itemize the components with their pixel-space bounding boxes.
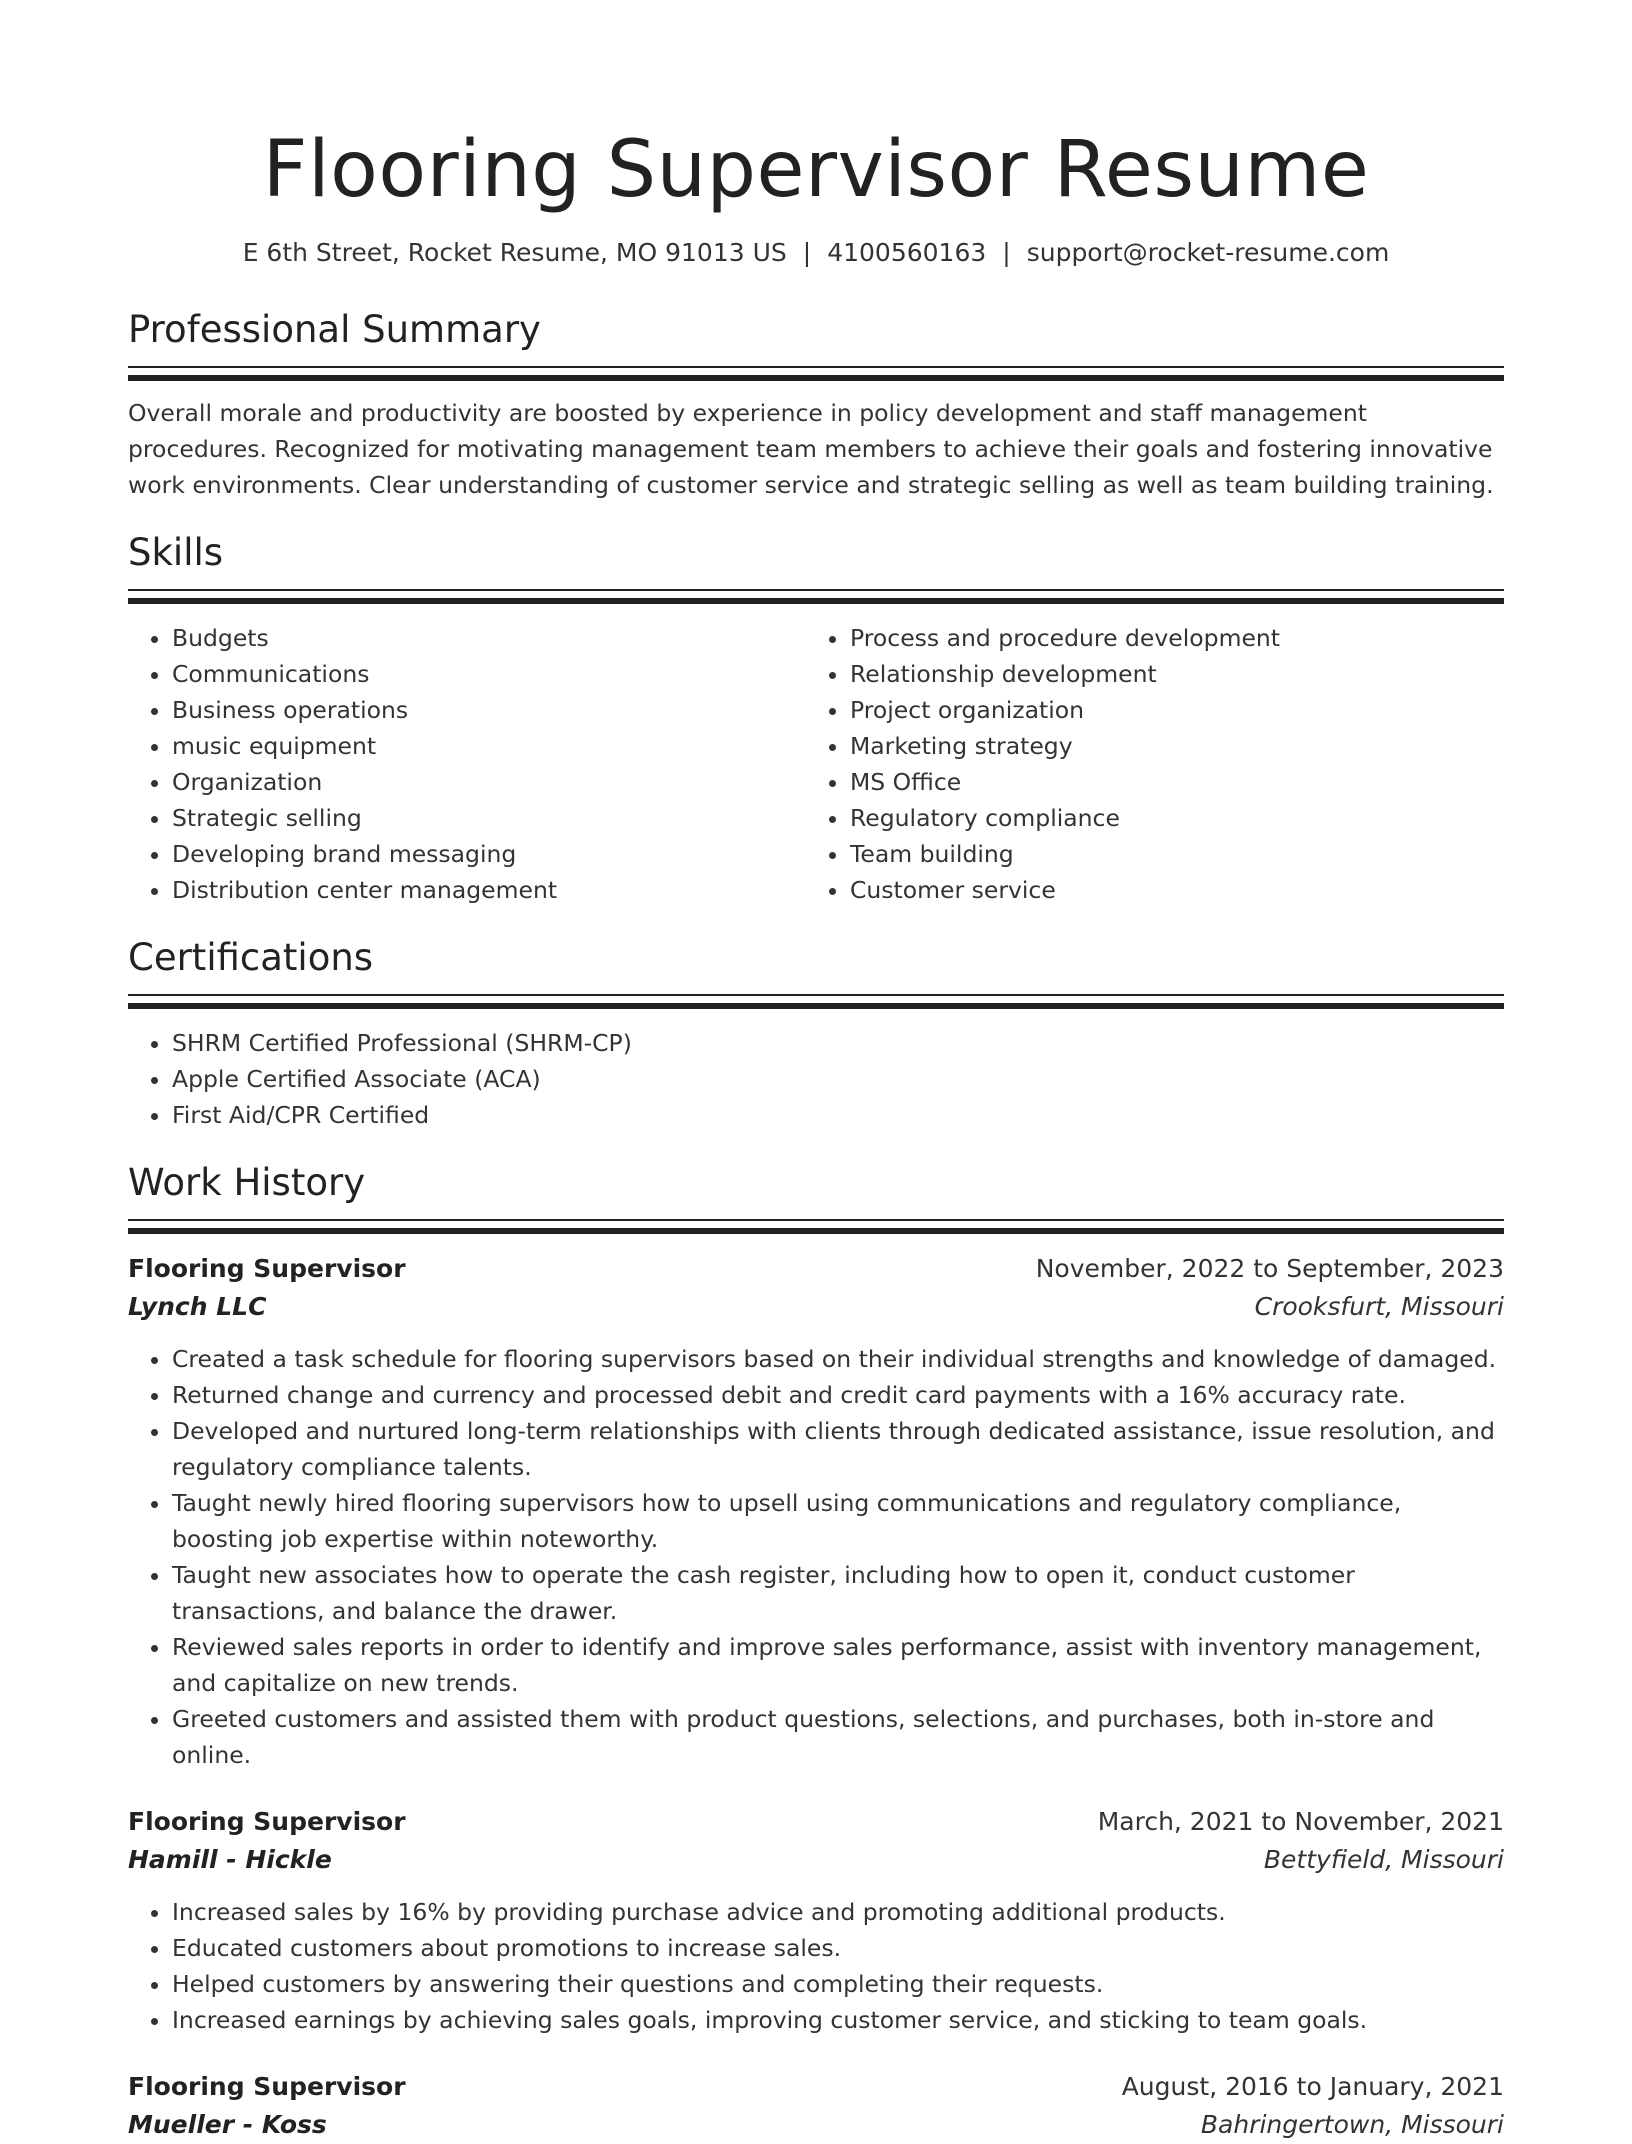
contact-line — [128, 236, 1504, 270]
summary-text: Overall morale and productivity are boosted by experience in policy development and staff management procedures. Recognized for motivating management team members to achieve their goals and fostering innovative work environments. Clear understanding of customer service and strategic selling as well as team building training. — [128, 399, 1494, 499]
section-heading-skills: Skills — [128, 531, 224, 574]
skill-item: • Business operations — [172, 692, 806, 728]
summary-section — [128, 306, 1504, 503]
skills-list-right — [806, 620, 1484, 908]
skills-column-left — [128, 620, 806, 908]
section-rule — [128, 1219, 1504, 1221]
job-entry — [128, 1250, 1504, 1773]
job-bullet: • Reviewed sales reports in order to identify and improve sales performance, assist with inventory management, and capitalize on new trends. — [172, 1629, 1504, 1701]
contact-separator: | — [1002, 238, 1011, 267]
certification-item: • Apple Certified Associate (ACA) — [172, 1061, 1504, 1097]
section-rule — [128, 994, 1504, 996]
contact-address: E 6th Street, Rocket Resume, MO 91013 US — [242, 238, 787, 267]
resume-title: Flooring Supervisor Resume — [262, 125, 1370, 215]
skills-column-right — [806, 620, 1484, 908]
jobs-list — [128, 1250, 1504, 2144]
job-dates: November, 2022 to September, 2023 — [1035, 1254, 1504, 1283]
skill-item: • Organization — [172, 764, 806, 800]
job-bullet: • Increased sales by 16% by providing purchase advice and promoting additional products. — [172, 1894, 1504, 1930]
job-location: Bettyfield, Missouri — [1263, 1845, 1504, 1874]
job-bullets — [128, 1894, 1504, 2038]
job-bullet: • Developed and nurtured long-term relationships with clients through dedicated assistance, issue resolution, and regulatory compliance talents. — [172, 1413, 1504, 1485]
job-entry — [128, 1803, 1504, 2038]
section-rule — [128, 366, 1504, 368]
job-bullet: • Taught newly hired flooring supervisors how to upsell using communications and regulatory compliance, boosting job expertise within noteworthy. — [172, 1485, 1504, 1557]
skills-columns — [128, 620, 1504, 908]
contact-email: support@rocket-resume.com — [1026, 238, 1390, 267]
job-bullet: • Taught new associates how to operate the cash register, including how to open it, conduct customer transactions, and balance the drawer. — [172, 1557, 1504, 1629]
job-bullet: • Helped customers by answering their questions and completing their requests. — [172, 1966, 1504, 2002]
section-rule-thick — [128, 598, 1504, 604]
skills-section — [128, 529, 1504, 908]
job-location: Bahringertown, Missouri — [1200, 2110, 1504, 2139]
job-title: Flooring Supervisor — [128, 1254, 406, 1283]
job-bullets — [128, 1341, 1504, 1773]
job-dates: March, 2021 to November, 2021 — [1097, 1807, 1504, 1836]
skill-item: • Communications — [172, 656, 806, 692]
job-company: Lynch LLC — [128, 1292, 267, 1321]
skill-item: • MS Office — [850, 764, 1484, 800]
section-heading-certifications: Certifications — [128, 936, 374, 979]
skill-item: • music equipment — [172, 728, 806, 764]
job-company: Hamill - Hickle — [128, 1845, 332, 1874]
section-heading-summary: Professional Summary — [128, 308, 541, 351]
job-bullet: • Increased earnings by achieving sales goals, improving customer service, and sticking to team goals. — [172, 2002, 1504, 2038]
job-header-row — [128, 1803, 1504, 1841]
skill-item: • Relationship development — [850, 656, 1484, 692]
contact-separator: | — [802, 238, 812, 267]
job-location: Crooksfurt, Missouri — [1254, 1292, 1504, 1321]
skills-list-left — [128, 620, 806, 908]
job-company-row — [128, 1288, 1504, 1326]
certification-item: • First Aid/CPR Certified — [172, 1097, 1504, 1133]
job-entry — [128, 2068, 1504, 2144]
job-company: Mueller - Koss — [128, 2110, 327, 2139]
skill-item: • Project organization — [850, 692, 1484, 728]
skill-item: • Team building — [850, 836, 1484, 872]
skill-item: • Budgets — [172, 620, 806, 656]
job-dates: August, 2016 to January, 2021 — [1121, 2072, 1504, 2101]
skill-item: • Strategic selling — [172, 800, 806, 836]
job-bullet: • Greeted customers and assisted them with product questions, selections, and purchases, both in-store and online. — [172, 1701, 1504, 1773]
job-header-row — [128, 1250, 1504, 1288]
section-rule-thick — [128, 375, 1504, 381]
skill-item: • Marketing strategy — [850, 728, 1484, 764]
job-header-row — [128, 2068, 1504, 2106]
resume-page — [128, 0, 1504, 2144]
certifications-section — [128, 934, 1504, 1133]
section-rule — [128, 589, 1504, 591]
section-heading-work-history: Work History — [128, 1161, 366, 1204]
skill-item: • Distribution center management — [172, 872, 806, 908]
job-bullet: • Created a task schedule for flooring supervisors based on their individual strengths and knowledge of damaged. — [172, 1341, 1504, 1377]
job-bullet: • Educated customers about promotions to increase sales. — [172, 1930, 1504, 1966]
section-rule-thick — [128, 1228, 1504, 1234]
skill-item: • Regulatory compliance — [850, 800, 1484, 836]
skill-item: • Process and procedure development — [850, 620, 1484, 656]
contact-phone: 4100560163 — [827, 238, 987, 267]
skill-item: • Customer service — [850, 872, 1484, 908]
job-company-row — [128, 1841, 1504, 1879]
job-bullet: • Returned change and currency and processed debit and credit card payments with a 16% accuracy rate. — [172, 1377, 1504, 1413]
certification-item: • SHRM Certified Professional (SHRM-CP) — [172, 1025, 1504, 1061]
skill-item: • Developing brand messaging — [172, 836, 806, 872]
section-rule-thick — [128, 1003, 1504, 1009]
job-title: Flooring Supervisor — [128, 2072, 406, 2101]
certifications-list — [128, 1025, 1504, 1133]
job-title: Flooring Supervisor — [128, 1807, 406, 1836]
work-history-section — [128, 1159, 1504, 2144]
